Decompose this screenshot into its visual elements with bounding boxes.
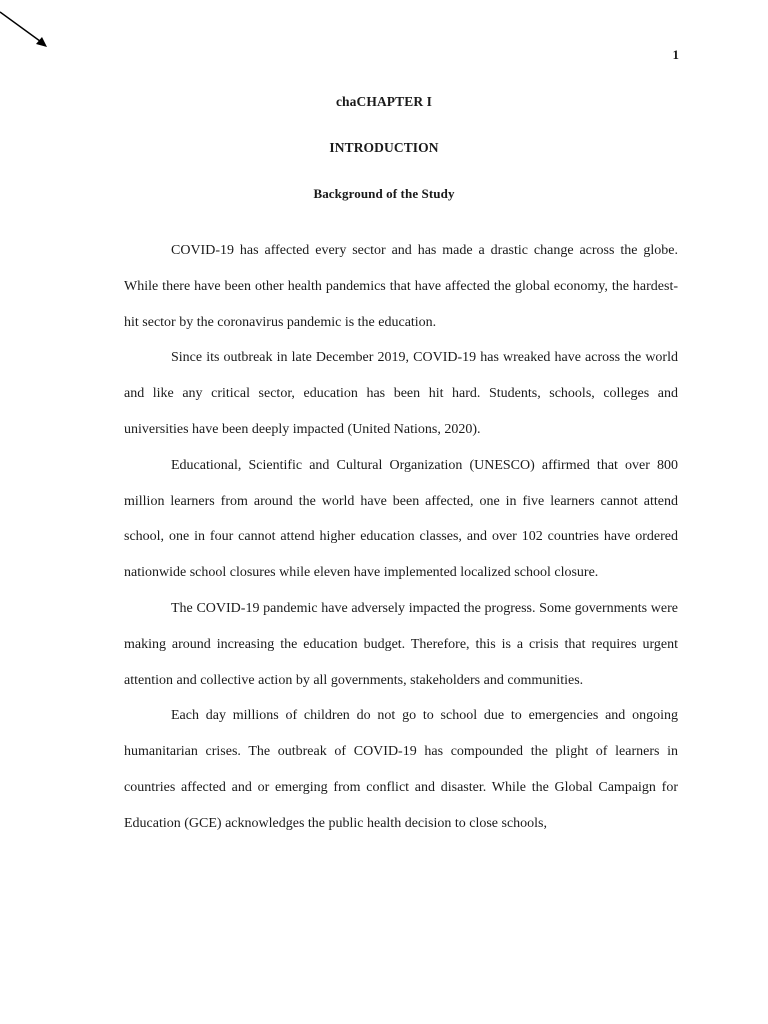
page-number: 1 (672, 47, 679, 62)
paragraph: Each day millions of children do not go to school due to emergencies and ongoing humanitarian crises. The outbreak of COVID-19 has compounded the plight of learners in countries affected and or emerging from conflict and disaster. While the Global Campaign for Education (GCE) acknowledges the public health decision to close schools, (124, 708, 678, 831)
chapter-heading: chaCHAPTER I (335, 94, 433, 109)
paragraph: Educational, Scientific and Cultural Organization (UNESCO) affirmed that over 800 million learners from around the world have been affected, one in five learners cannot attend school, one in four cannot attend higher education classes, and over 102 countries have ordered nationwide school closures while eleven have implemented localized school closure. (124, 457, 678, 581)
paragraph: Since its outbreak in late December 2019, COVID-19 has wreaked have across the world and like any critical sector, education has been hit hard. Students, schools, colleges and universities have been deeply impacted (United Nations, 2020). (124, 350, 678, 437)
paragraph: The COVID-19 pandemic have adversely impacted the progress. Some governments were making around increasing the education budget. Therefore, this is a crisis that requires urgent attention and collective action by all governments, stakeholders and communities. (124, 600, 678, 688)
section-heading: INTRODUCTION (329, 140, 439, 155)
paragraph: COVID-19 has affected every sector and has made a drastic change across the globe. While there have been other health pandemics that have affected the global economy, the hardest-hit sector by the coronavirus pandemic is the education. (124, 243, 678, 330)
body-text (124, 233, 678, 842)
arrow-down-right-icon (0, 0, 60, 60)
subsection-heading: Background of the Study (313, 186, 455, 201)
